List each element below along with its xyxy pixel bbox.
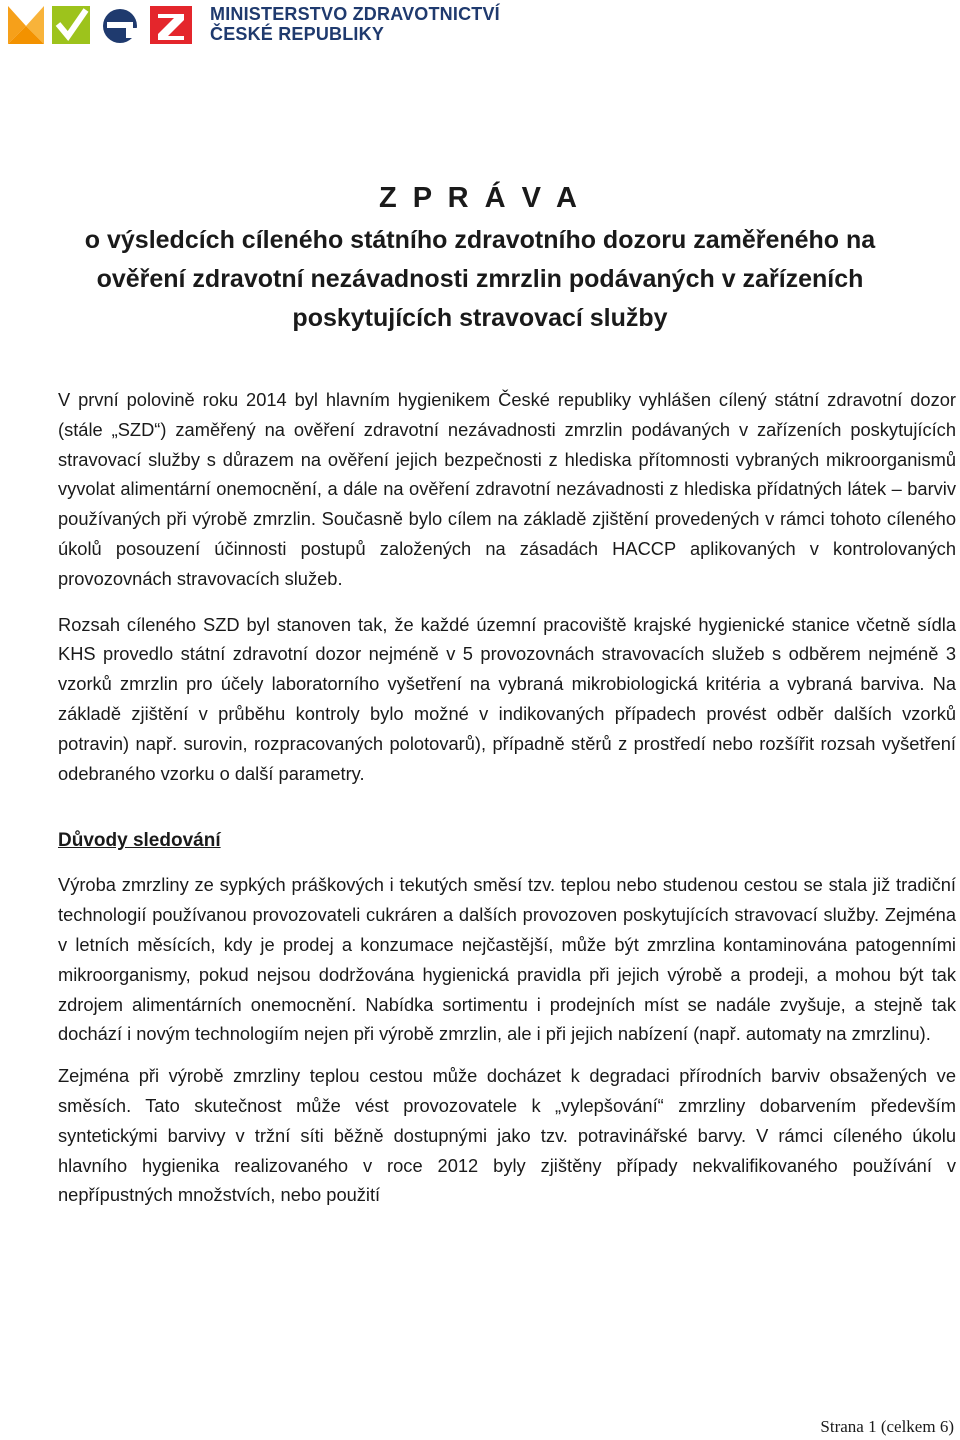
paragraph-colorants: Zejména při výrobě zmrzliny teplou cestou může docházet k degradaci přírodních barviv obsažených ve směsích. Tato skutečnost může vést provozovatele k „vylepšování“ zmrzliny dobarvením především syntetickými barvivy v tržní síti běžně dostupnými jako tzv. potravinářské barvy. V rámci cíleného úkolu hlavního hygienika realizovaného v roce 2012 byly zjištěny případy nekvalifikovaného používání v nepřípustných množstvích, nebo použití — [58, 1065, 956, 1206]
ministry-header — [6, 2, 500, 46]
ministry-name-line2: ČESKÉ REPUBLIKY — [210, 24, 385, 44]
report-title-block — [40, 180, 920, 338]
report-body — [58, 385, 956, 1210]
paragraph-scope: Rozsah cíleného SZD byl stanoven tak, že každé územní pracoviště krajské hygienické stanice včetně sídla KHS provedlo státní zdravotní dozor nejméně v 5 provozovnách stravovacích služeb s odběrem nejméně 3 vzorků zmrzlin pro účely laboratorního vyšetření na vybraná mikrobiologická kritéria a vybraná barviva. Na základě zjištění v průběhu kontroly bylo možné v indikovaných případech provést odběr dalších vzorků potravin) např. surovin, rozpracovaných polotovarů), případně stěrů z prostředí nebo rozšířit rozsah vyšetření odebraného vzorku o další parametry. — [58, 613, 956, 784]
ministry-name — [210, 4, 500, 44]
ministry-name-line1: MINISTERSTVO ZDRAVOTNICTVÍ — [210, 4, 500, 24]
report-title: Z P R Á V A — [379, 182, 581, 214]
mzcr-logo-icon — [6, 2, 196, 46]
report-subtitle: o výsledcích cíleného státního zdravotního dozoru zaměřeného na ověření zdravotní nezávadnosti zmrzlin podávaných v zařízeních poskytujících stravovací služby — [84, 226, 876, 332]
paragraph-intro: V první polovině roku 2014 byl hlavním hygienikem České republiky vyhlášen cílený státní zdravotní dozor (stále „SZD“) zaměřený na ověření zdravotní nezávadnosti zmrzlin podávaných v zařízeních poskytujících stravovací služby s důrazem na ověření jejich bezpečnosti z hlediska přítomnosti vybraných mikroorganismů vyvolat alimentární onemocnění, a dále na ověření zdravotní nezávadnosti z hlediska přídatných látek – barviv používaných při výrobě zmrzlin. Současně bylo cílem na základě zjištění provedených v rámci tohoto cíleného úkolů posouzení účinnosti postupů založených na zásadách HACCP aplikovaných v kontrolovaných provozovnách stravovacích služeb. — [58, 389, 956, 589]
page-number: Strana 1 (celkem 6) — [820, 1417, 954, 1436]
paragraph-reasons: Výroba zmrzliny ze sypkých práškových i tekutých směsí tzv. teplou nebo studenou cestou se stala již tradiční technologií používanou provozovateli cukráren a dalších provozoven poskytujících stravovací služby. Zejména v letních měsících, kdy je prodej a konzumace nejčastější, může být zmrzlina kontaminována patogenními mikroorganismy, pokud nejsou dodržována hygienická pravidla při jejich výrobě a prodeji, a mohou být tak zdrojem alimentárních onemocnění. Nabídka sortimentu i prodejních míst se nadále zvyšuje, a stejně tak dochází i novým technologiím nejen při výrobě zmrzlin, ale i při jejich nabízení (např. automaty na zmrzlinu). — [58, 874, 956, 1045]
section-heading-reasons: Důvody sledování — [58, 830, 221, 852]
